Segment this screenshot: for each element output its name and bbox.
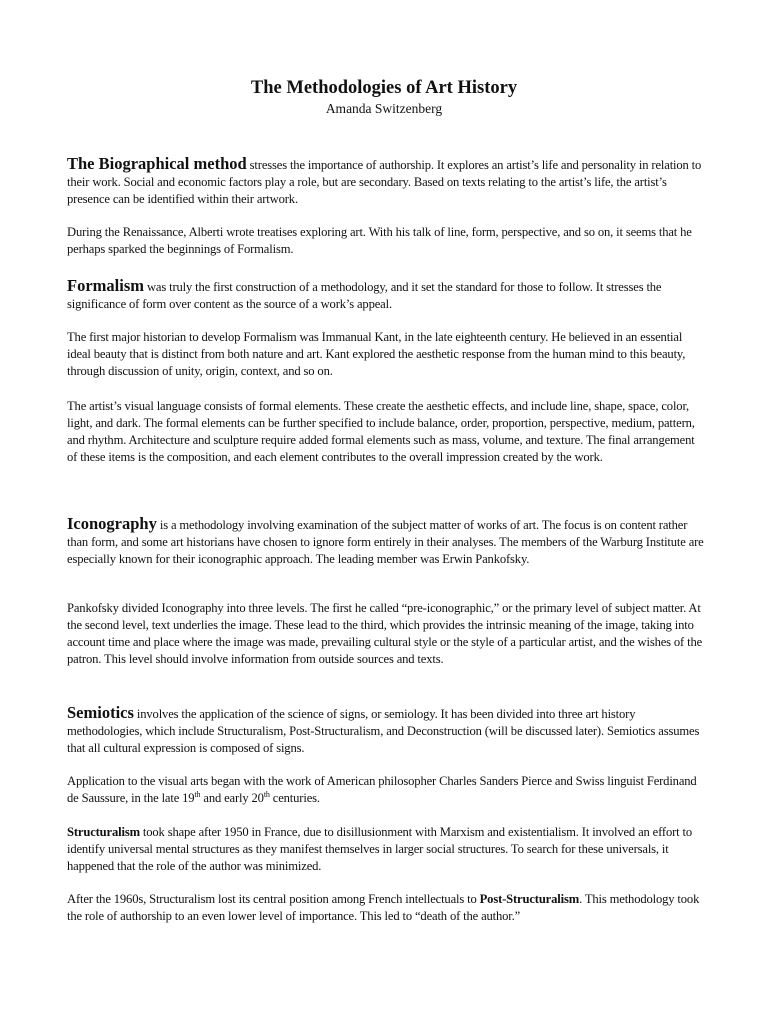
biographical-paragraph-2: During the Renaissance, Alberti wrote treatises exploring art. With his talk of line, form, perspective, and so on, it seems that he perhaps sparked the beginnings of Formalism. <box>67 225 692 256</box>
iconography-paragraph-2: Pankofsky divided Iconography into three levels. The first he called “pre-iconographic,” or the primary level of subject matter. At the second level, text underlies the image. These lead to the third, which provides the intrinsic meaning of the image, taking into account time and place where the image was made, prevailing cultural style or the style of a particular artist, and the wishes of the patron. This level should involve information from outside sources and texts. <box>67 601 703 666</box>
structuralism-term: Structuralism <box>67 825 140 839</box>
post-structuralism-term: Post-Structuralism <box>479 892 580 906</box>
post-structuralism-paragraph <box>67 891 707 925</box>
semiotics-paragraph-1 <box>67 704 707 757</box>
formalism-text-1: was truly the first construction of a methodology, and it set the standard for those to follow. It stresses the significance of form over content as the source of a work’s appeal. <box>67 280 662 311</box>
semiotics-heading: Semiotics <box>67 703 134 722</box>
iconography-paragraph-1 <box>67 515 707 568</box>
semiotics-text-2c: centuries. <box>269 791 320 805</box>
semiotics-text-2a: Application to the visual arts began with the work of American philosopher Charles Sanders Pierce and Swiss linguist Ferdinand de Saussure, in the late 19 <box>67 774 697 805</box>
biographical-heading: The Biographical method <box>67 154 247 173</box>
formalism-paragraph-2: The first major historian to develop Formalism was Immanual Kant, in the late eighteenth century. He believed in an essential ideal beauty that is distinct from both nature and art. Kant explored the aesthetic response from the human mind to this beauty, through discussion of unity, origin, context, and so on. <box>67 330 686 378</box>
semiotics-text-1: involves the application of the science of signs, or semiology. It has been divided into three art history methodologies, which include Structuralism, Post-Structuralism, and Deconstruction (will be discussed later). Semiotics assumes that all cultural expression is composed of signs. <box>67 707 700 755</box>
superscript-th-1: th <box>194 790 201 799</box>
post-structuralism-text-b: . This methodology took the role of authorship to an even lower level of importance. This led to “death of the author.” <box>67 892 700 923</box>
post-structuralism-text-a: After the 1960s, Structuralism lost its central position among French intellectuals to <box>67 892 480 906</box>
semiotics-text-2b: and early 20 <box>200 791 264 805</box>
structuralism-text: took shape after 1950 in France, due to disillusionment with Marxism and existentialism. It involved an effort to identify universal mental structures as they manifest themselves in larger social structures. To search for these universals, it happened that the role of the author was minimized. <box>67 825 692 873</box>
iconography-heading: Iconography <box>67 514 157 533</box>
iconography-text-1: is a methodology involving examination of the subject matter of works of art. The focus is on content rather than form, and some art historians have chosen to ignore form entirely in their analyses. The members of the Warburg Institute are especially known for their iconographic approach. The leading member was Erwin Pankofsky. <box>67 518 704 566</box>
document-title: The Methodologies of Art History <box>250 78 518 98</box>
semiotics-paragraph-2 <box>67 773 707 807</box>
document-author: Amanda Switzenberg <box>325 101 443 116</box>
formalism-paragraph-1 <box>67 277 707 313</box>
formalism-paragraph-3: The artist’s visual language consists of formal elements. These create the aesthetic effects, and include line, shape, space, color, light, and dark. The formal elements can be further specified to include balance, order, proportion, perspective, medium, pattern, and rhythm. Architecture and sculpture require added formal elements such as mass, volume, and texture. The final arrangement of these items is the composition, and each element contributes to the overall impression created by the work. <box>67 399 695 464</box>
structuralism-paragraph <box>67 824 707 875</box>
biographical-text-1: stresses the importance of authorship. It explores an artist’s life and personality in relation to their work. Social and economic factors play a role, but are secondary. Based on texts relating to the artist’s life, the artist’s presence can be identified within their artwork. <box>67 158 702 206</box>
superscript-th-2: th <box>263 790 270 799</box>
formalism-heading: Formalism <box>67 276 144 295</box>
biographical-paragraph-1 <box>67 155 707 208</box>
